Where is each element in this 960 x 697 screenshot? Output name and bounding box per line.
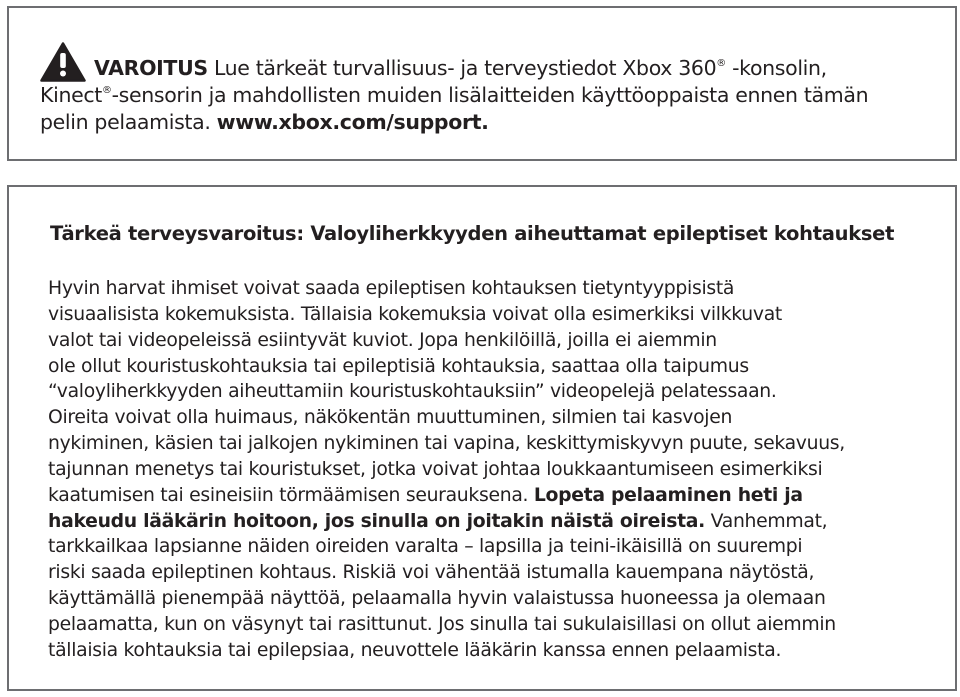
support-link[interactable]: www.xbox.com/support.	[216, 109, 489, 134]
body-line: riski saada epileptinen kohtaus. Riskiä voi vähentää istumalla kauempana näytöstä,	[48, 562, 815, 584]
body-line: nykiminen, käsien tai jalkojen nykiminen tai vapina, keskittymiskyvyn puute, sekavuus,	[48, 433, 845, 455]
body-line: visuaalisista kokemuksista. Tällaisia kokemuksia voivat olla esimerkiksi vilkkuvat	[48, 303, 782, 325]
body-emphasis: hakeudu lääkärin hoitoon, jos sinulla on joitakin näistä oireista.	[48, 510, 705, 532]
body-line: valot tai videopeleissä esiintyvät kuviot. Jopa henkilöillä, joilla ei aiemmin	[48, 329, 717, 351]
body-line: pelaamatta, kun on väsynyt tai rasittunut. Jos sinulla tai sukulaisillasi on ollut aiemmin	[48, 613, 836, 635]
warning-line2-start: Kinect	[40, 83, 102, 107]
body-line: Oireita voivat olla huimaus, näkökentän muuttuminen, silmien tai kasvojen	[48, 407, 733, 429]
body-line: tarkkailkaa lapsianne näiden oireiden varalta – lapsilla ja teini-ikäisillä on suurempi	[48, 536, 803, 558]
safety-warning-text	[40, 42, 920, 135]
warning-label: VAROITUS	[94, 56, 208, 80]
body-line: “valoyliherkkyyden aiheuttamiin kouristuskohtauksiin” videopelejä pelatessaan.	[48, 381, 777, 403]
body-emphasis: Lopeta pelaaminen heti ja	[533, 484, 803, 506]
health-warning-title: Tärkeä terveysvaroitus: Valoyliherkkyyden aiheuttamat epileptiset kohtaukset	[50, 222, 895, 245]
warning-line3: pelin pelaamista.	[40, 109, 211, 134]
warning-line1-end: -konsolin,	[732, 56, 827, 80]
warning-line2: -sensorin ja mahdollisten muiden lisälaitteiden käyttöoppaista ennen tämän	[111, 83, 869, 107]
body-line: Vanhemmat,	[710, 510, 828, 532]
warning-line1: Lue tärkeät turvallisuus- ja terveystiedot Xbox 360	[213, 56, 717, 80]
registered-mark: ®	[101, 85, 112, 96]
body-line: tajunnan menetys tai kouristukset, jotka voivat johtaa loukkaantumiseen esimerkiksi	[48, 458, 823, 480]
body-line: kaatumisen tai esineisiin törmäämisen seurauksena.	[48, 484, 529, 506]
registered-mark: ®	[716, 58, 726, 69]
health-warning-body	[48, 276, 948, 664]
body-line: ole ollut kouristuskohtauksia tai epileptisiä kohtauksia, saattaa olla taipumus	[48, 355, 749, 377]
body-line: Hyvin harvat ihmiset voivat saada epileptisen kohtauksen tietyntyyppisistä	[48, 278, 735, 299]
warning-triangle-icon	[40, 42, 86, 82]
body-line: tällaisia kohtauksia tai epilepsiaa, neuvottele lääkärin kanssa ennen pelaamista.	[48, 639, 782, 661]
body-line: käyttämällä pienempää näyttöä, pelaamalla hyvin valaistussa huoneessa ja olemaan	[48, 588, 826, 610]
